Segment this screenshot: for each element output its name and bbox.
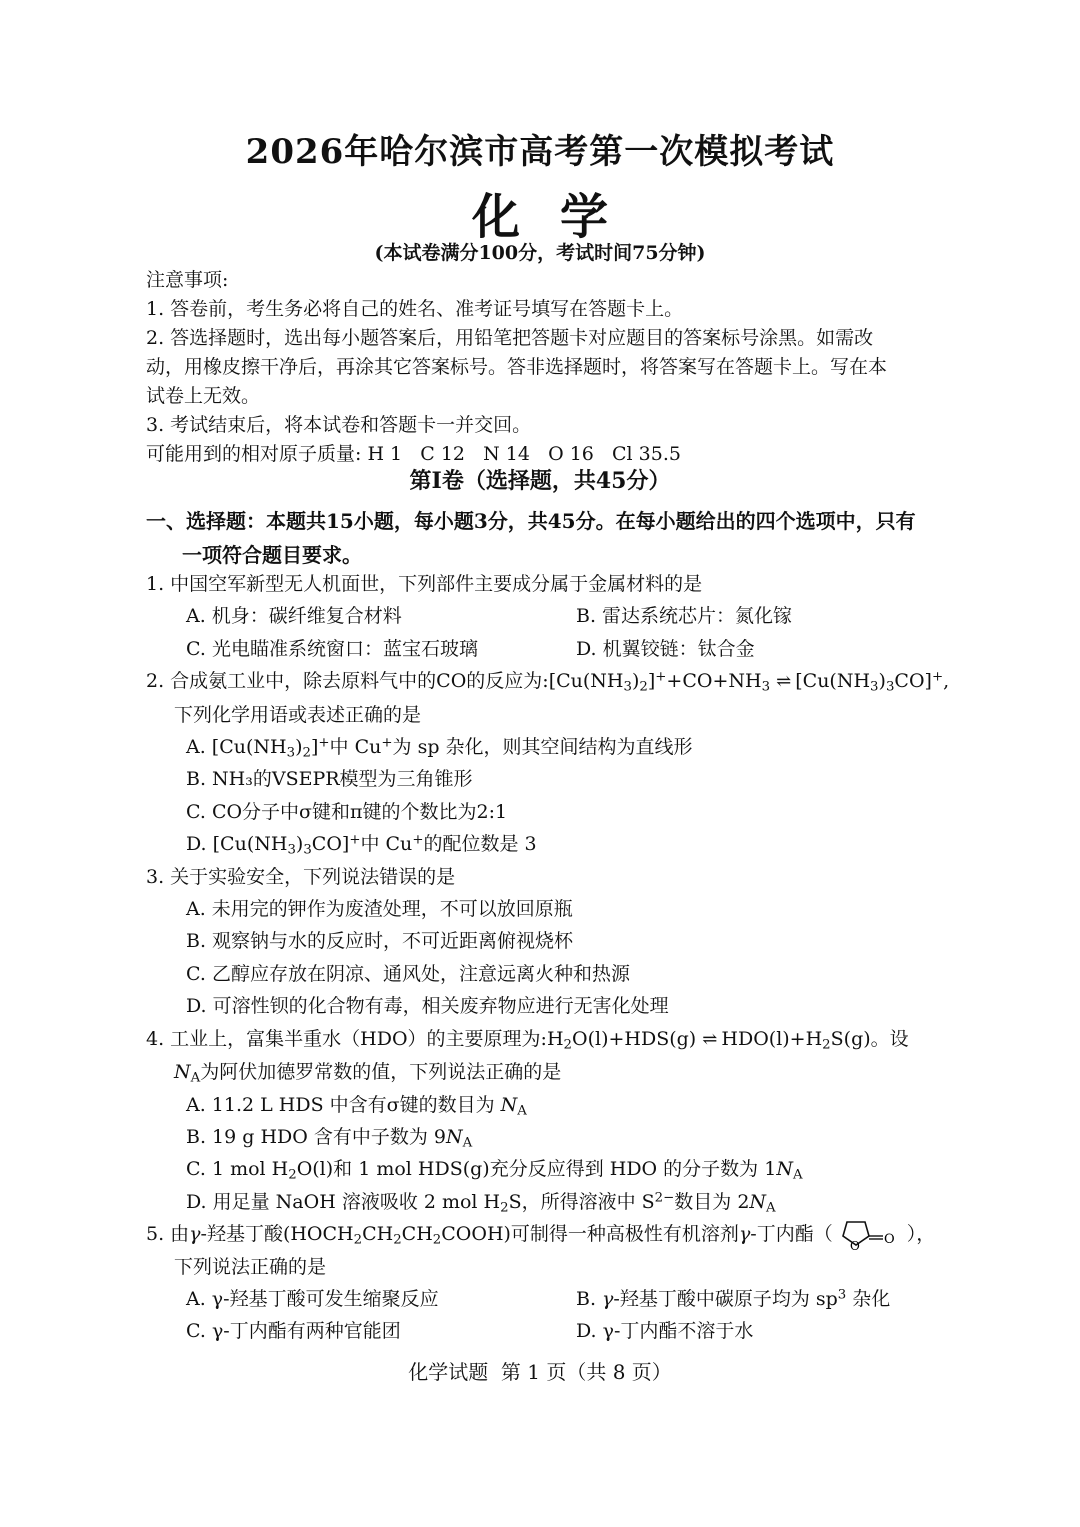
notes-heading: 注意事项:	[146, 269, 229, 291]
questions	[146, 568, 966, 1348]
question-1-option-a[interactable]: A. 机身：碳纤维复合材料	[186, 605, 402, 628]
instructions-line-1: 一、选择题：本题共15小题，每小题3分，共45分。在每小题给出的四个选项中，只有	[146, 509, 916, 533]
question-5-options-row-1	[146, 1283, 966, 1315]
notes-item-2-line-3: 试卷上无效。	[146, 385, 261, 407]
question-1-stem: 1. 中国空军新型无人机面世，下列部件主要成分属于金属材料的是	[146, 573, 703, 595]
question-4-stem-suffix: 为阿伏加德罗常数的值，下列说法正确的是	[200, 1061, 562, 1084]
equilibrium-arrow-icon: ⇌	[702, 1028, 716, 1050]
question-4-option-a[interactable]: A. 11.2 L HDS 中含有σ键的数目为 $N_A$	[186, 1093, 527, 1118]
section-title: 第Ⅰ卷（选择题，共45分）	[409, 468, 671, 494]
question-2-stem	[146, 665, 966, 698]
question-4-option-b[interactable]: B. 19 g HDO 含有中子数为 $9N_A$	[186, 1125, 473, 1151]
svg-text:O: O	[883, 1232, 895, 1248]
question-3-option-b[interactable]: B. 观察钠与水的反应时，不可近距离俯视烧杯	[186, 930, 574, 953]
question-4-equation: $H_2O(l)+HDS(g)$ ⇌ $HDO(l)+H_2S(g)$。设	[547, 1028, 909, 1050]
question-2-option-c[interactable]: C. CO分子中σ键和π键的个数比为2:1	[186, 800, 508, 823]
question-5-option-a[interactable]: A. γ-羟基丁酸可发生缩聚反应	[186, 1287, 439, 1310]
exam-info: (本试卷满分100分，考试时间75分钟)	[374, 242, 706, 264]
question-5-stem-line-2: 下列说法正确的是	[174, 1255, 327, 1278]
subject-title: 化学	[471, 189, 648, 245]
notes-item-1: 1. 答卷前，考生务必将自己的姓名、准考证号填写在答题卡上。	[146, 298, 684, 320]
question-2-option-b[interactable]: B. NH₃的VSEPR模型为三角锥形	[186, 768, 473, 791]
question-2-stem-line-2: 下列化学用语或表述正确的是	[174, 703, 422, 726]
question-2-stem-prefix: 2. 合成氨工业中，除去原料气中的CO的反应为:	[146, 670, 549, 693]
question-1-option-d[interactable]: D. 机翼铰链：钛合金	[576, 637, 755, 660]
question-2-option-d[interactable]: D. $[Cu(NH_3)_3CO]^+$中 Cu+的配位数是 3	[186, 832, 537, 858]
question-5-stem: 5. 由γ-羟基丁酸$(HOCH_2CH_2CH_2COOH)$可制得一种高极性有机溶剂γ-丁内酯（ O O ），	[146, 1218, 966, 1250]
question-3-stem: 3. 关于实验安全，下列说法错误的是	[146, 865, 456, 888]
question-1-option-c[interactable]: C. 光电瞄准系统窗口：蓝宝石玻璃	[186, 637, 478, 660]
question-1-options-row-2	[146, 633, 966, 665]
question-2-equation: $[Cu(NH_3)_2]^++CO+NH_3$ ⇌ $[Cu(NH_3)_3CO]^+$,	[549, 670, 949, 692]
question-1-option-b[interactable]: B. 雷达系统芯片：氮化镓	[576, 605, 793, 628]
question-5-option-d[interactable]: D. γ-丁内酯不溶于水	[576, 1320, 754, 1343]
svg-text:O: O	[849, 1239, 860, 1251]
question-4-option-d[interactable]: D. 用足量 NaOH 溶液吸收 2 mol $H_2S$，所得溶液中 $S^{2-}$数目为 $2N_A$	[186, 1190, 776, 1216]
page-footer: 化学试题 第 1 页（共 8 页）	[408, 1360, 672, 1384]
notes-item-2-line-1: 2. 答选择题时，选出每小题答案后，用铅笔把答题卡对应题目的答案标号涂黑。如需改	[146, 327, 874, 349]
notes-block	[146, 266, 966, 469]
instructions-line-2: 一项符合题目要求。	[182, 543, 362, 567]
notes-item-3: 3. 考试结束后，将本试卷和答题卡一并交回。	[146, 414, 532, 436]
question-4-stem-prefix: 4. 工业上，富集半重水（HDO）的主要原理为:	[146, 1027, 547, 1050]
question-2-option-a[interactable]: A. $[Cu(NH_3)_2]^+$中 Cu+为 sp 杂化，则其空间结构为直线形	[186, 735, 693, 761]
question-4-stem	[146, 1023, 966, 1056]
question-4-option-c[interactable]: C. 1 mol $H_2O(l)$和 1 mol HDS(g)充分反应得到 HDO 的分子数为 $1N_A$	[186, 1158, 803, 1183]
equilibrium-arrow-icon: ⇌	[776, 671, 790, 693]
question-3-option-a[interactable]: A. 未用完的钾作为废渣处理，不可以放回原瓶	[186, 898, 573, 921]
question-3-option-d[interactable]: D. 可溶性钡的化合物有毒，相关废弃物应进行无害化处理	[186, 995, 669, 1018]
question-4-stem-line-2: $N_A$为阿伏加德罗常数的值，下列说法正确的是	[174, 1061, 562, 1086]
atomic-masses: 可能用到的相对原子质量: H 1 C 12 N 14 O 16 Cl 35.5	[146, 443, 681, 465]
question-5-option-c[interactable]: C. γ-丁内酯有两种官能团	[186, 1320, 401, 1343]
gamma-butyrolactone-structure-icon	[833, 1218, 907, 1250]
question-5-options-row-2	[146, 1315, 966, 1347]
exam-title: 2026年哈尔滨市高考第一次模拟考试	[245, 132, 835, 172]
section-instructions	[146, 504, 966, 572]
notes-item-2-line-2: 动，用橡皮擦干净后，再涂其它答案标号。答非选择题时，将答案写在答题卡上。写在本	[146, 356, 888, 378]
question-1-options-row-1	[146, 600, 966, 632]
question-5-option-b[interactable]: B. γ-羟基丁酸中碳原子均为 $sp^3$ 杂化	[576, 1287, 891, 1310]
question-3-option-c[interactable]: C. 乙醇应存放在阴凉、通风处，注意远离火种和热源	[186, 962, 630, 985]
